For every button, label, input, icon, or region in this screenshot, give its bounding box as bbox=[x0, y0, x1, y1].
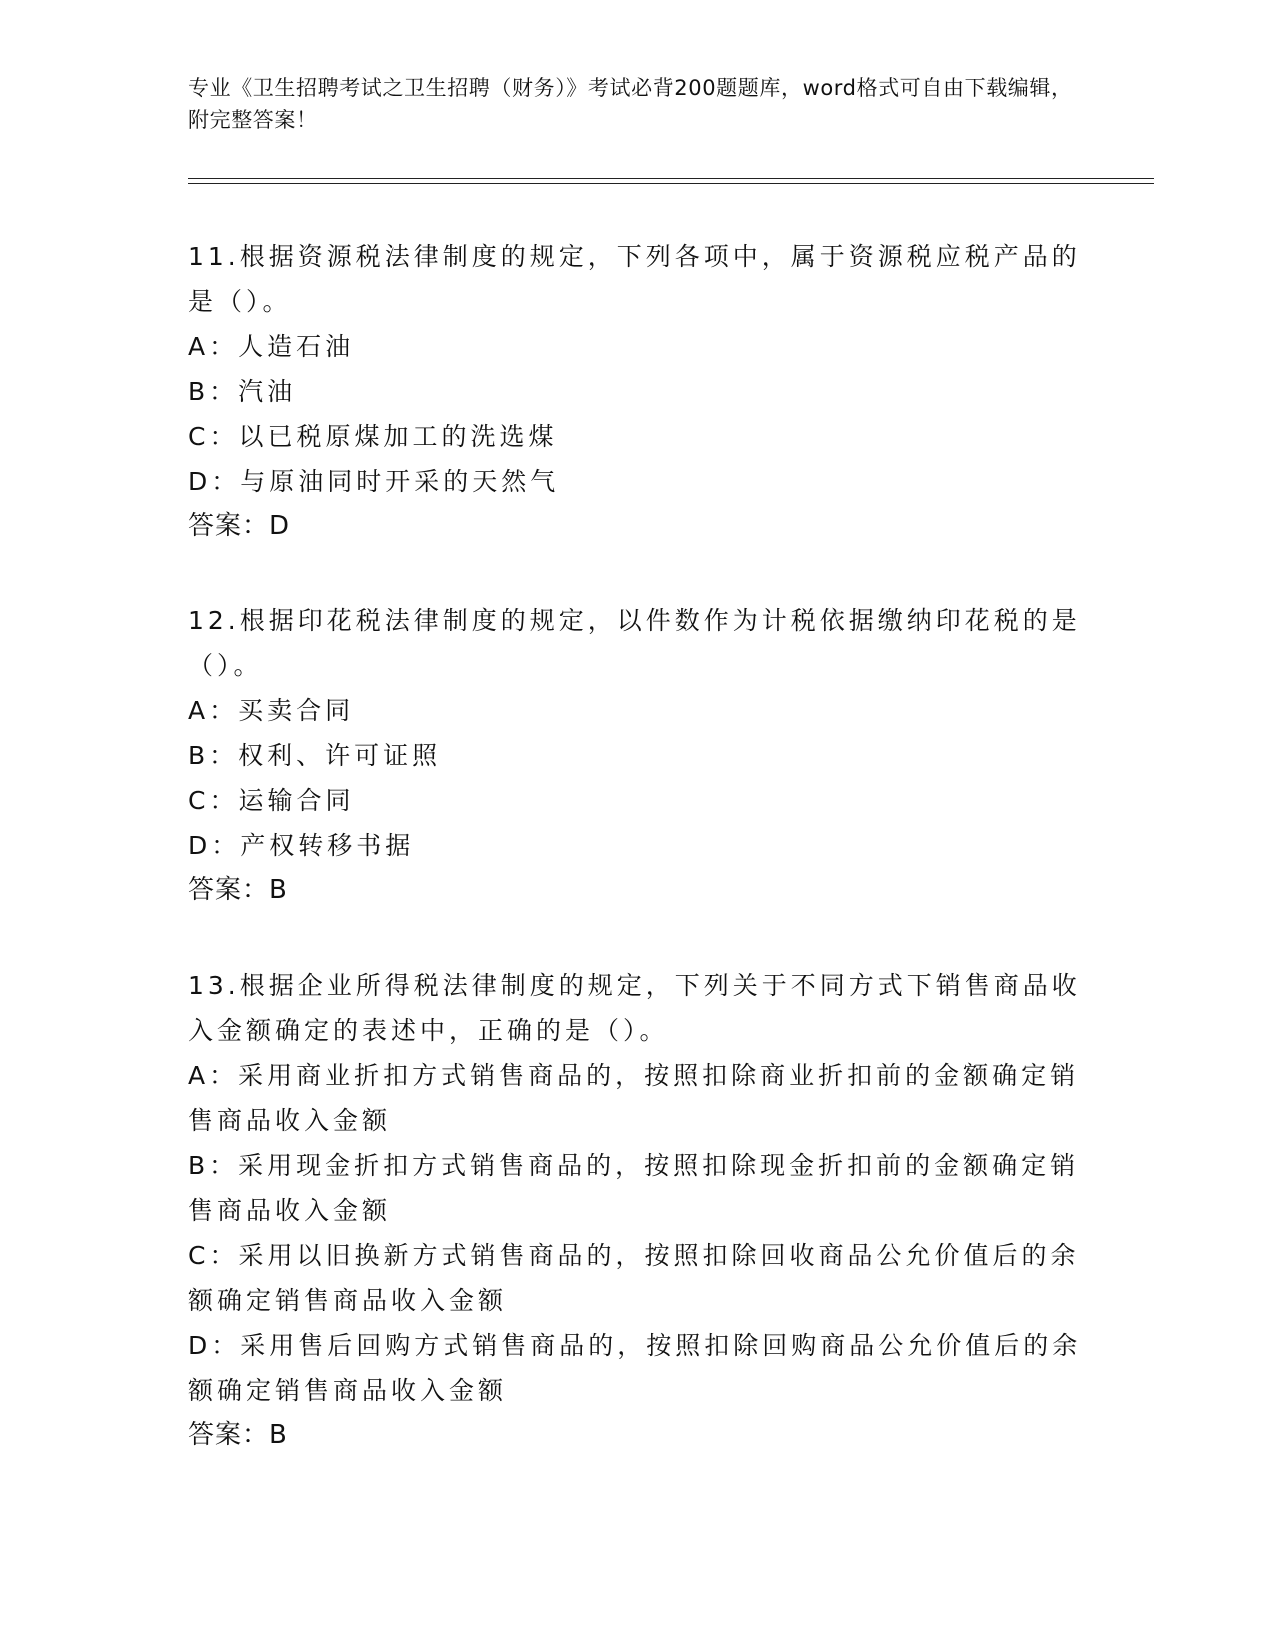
option-a: A：人造石油 bbox=[188, 332, 355, 361]
option-c: C：采用以旧换新方式销售商品的，按照扣除回收商品公允价值后的余额确定销售商品收入金额 bbox=[188, 1241, 1080, 1315]
option-d: D：与原油同时开采的天然气 bbox=[188, 467, 560, 496]
option-c: C：运输合同 bbox=[188, 786, 355, 815]
question-12 bbox=[188, 598, 1088, 913]
question-stem: 11.根据资源税法律制度的规定，下列各项中，属于资源税应税产品的是（）。 bbox=[188, 242, 1081, 316]
option-a: A：买卖合同 bbox=[188, 696, 355, 725]
option-b: B：权利、许可证照 bbox=[188, 741, 442, 770]
option-b: B：汽油 bbox=[188, 377, 297, 406]
answer: 答案：B bbox=[188, 1420, 288, 1450]
question-stem: 12.根据印花税法律制度的规定，以件数作为计税依据缴纳印花税的是（）。 bbox=[188, 606, 1081, 680]
option-b: B：采用现金折扣方式销售商品的，按照扣除现金折扣前的金额确定销售商品收入金额 bbox=[188, 1151, 1080, 1225]
question-11 bbox=[188, 234, 1088, 549]
option-d: D：产权转移书据 bbox=[188, 831, 415, 860]
header-divider-bottom bbox=[188, 183, 1154, 184]
answer: 答案：B bbox=[188, 875, 288, 905]
option-d: D：采用售后回购方式销售商品的，按照扣除回购商品公允价值后的余额确定销售商品收入金额 bbox=[188, 1331, 1082, 1405]
option-a: A：采用商业折扣方式销售商品的，按照扣除商业折扣前的金额确定销售商品收入金额 bbox=[188, 1061, 1080, 1135]
question-13 bbox=[188, 963, 1088, 1458]
answer: 答案：D bbox=[188, 511, 291, 541]
header-divider-top bbox=[188, 178, 1154, 179]
option-c: C：以已税原煤加工的洗选煤 bbox=[188, 422, 558, 451]
document-header: 专业《卫生招聘考试之卫生招聘（财务）》考试必背200题题库，word格式可自由下载编辑，附完整答案！ bbox=[188, 76, 1073, 132]
question-stem: 13.根据企业所得税法律制度的规定，下列关于不同方式下销售商品收入金额确定的表述中，正确的是（）。 bbox=[188, 971, 1081, 1045]
